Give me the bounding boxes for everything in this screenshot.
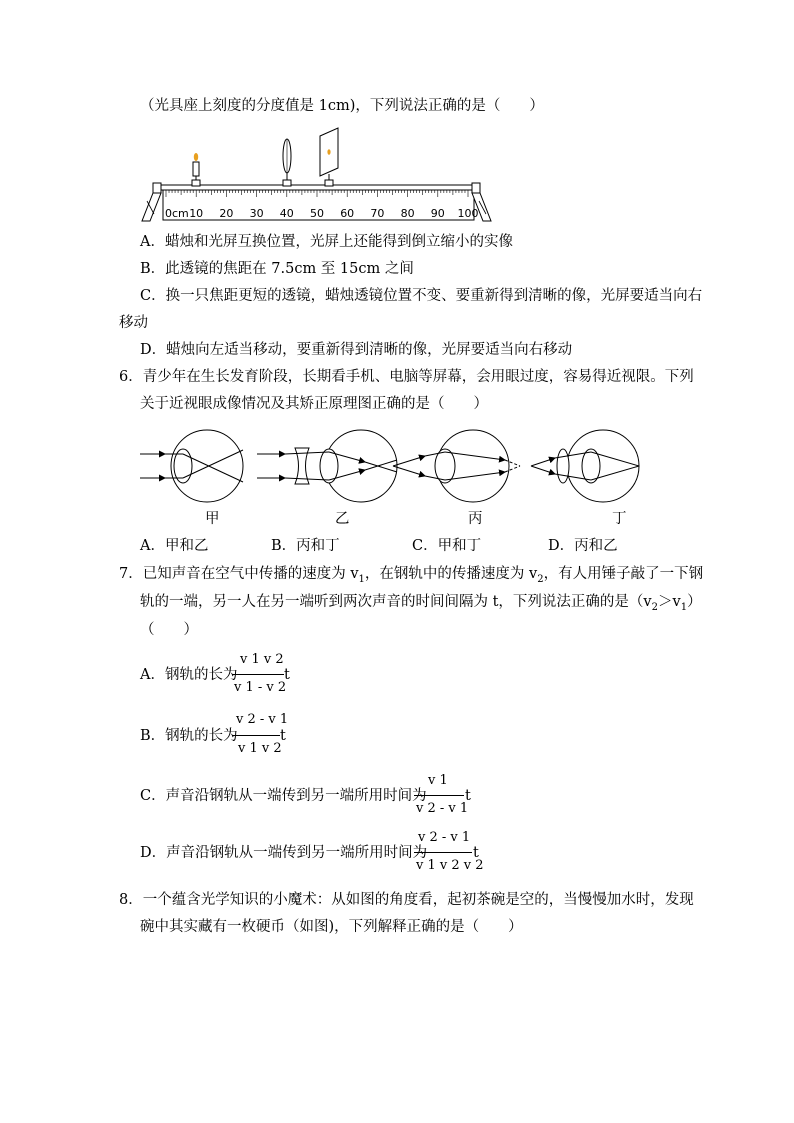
q7-text: ） — [687, 594, 702, 610]
q7-c-numerator: v 1 — [428, 773, 448, 788]
fig-label-jia: 甲 — [205, 511, 220, 527]
q5-option-c[interactable]: C．换一只焦距更短的透镜，蜡烛透镜位置不变、要重新得到清晰的像，光屏要适当向右 — [140, 288, 703, 304]
q8-stem-line1: 8．一个蕴含光学知识的小魔术：从如图的角度看，起初茶碗是空的，当慢慢加水时，发现 — [119, 892, 694, 908]
q7-b-numerator: v 2 - v 1 — [236, 712, 289, 727]
q6-stem-line2: 关于近视眼成像情况及其矫正原理图正确的是（ ） — [140, 396, 488, 412]
q7-b-denominator: v 1 v 2 — [238, 741, 282, 756]
ruler-label: 100 — [457, 207, 479, 220]
q7-option-d[interactable]: D．声音沿钢轨从一端传到另一端所用时间为 — [140, 845, 428, 861]
q7-b-t: t — [280, 728, 286, 744]
ruler-label: 20 — [219, 207, 234, 220]
optical-bench-diagram — [138, 126, 498, 226]
eye-diagram-jia — [140, 430, 243, 502]
q6-option-c[interactable]: C．甲和丁 — [412, 538, 482, 554]
ruler-label: 10 — [189, 207, 204, 220]
convex-lens — [283, 139, 291, 186]
fraction-bar — [232, 674, 284, 675]
q5-option-d[interactable]: D．蜡烛向左适当移动，要重新得到清晰的像，光屏要适当向右移动 — [140, 342, 573, 358]
q7-c-t: t — [465, 788, 471, 804]
ruler-label: 30 — [249, 207, 264, 220]
q5-option-c-cont: 移动 — [119, 315, 148, 331]
q5-option-a[interactable]: A．蜡烛和光屏互换位置，光屏上还能得到倒立缩小的实像 — [140, 234, 513, 250]
ruler-label: 60 — [340, 207, 355, 220]
q7-text: 7．已知声音在空气中传播的速度为 v — [119, 566, 359, 582]
fraction-bar — [232, 735, 280, 736]
q7-a-numerator: v 1 v 2 — [240, 652, 284, 667]
fraction-bar — [414, 852, 472, 853]
ruler-label: 40 — [279, 207, 294, 220]
subscript: 1 — [680, 601, 688, 613]
q7-d-t: t — [473, 845, 479, 861]
candle — [192, 153, 200, 186]
q7-option-c[interactable]: C．声音沿钢轨从一端传到另一端所用时间为 — [140, 788, 427, 804]
q8-stem-line2: 碗中其实藏有一枚硬币（如图)，下列解释正确的是（ ） — [140, 919, 523, 935]
left-stand — [142, 183, 161, 221]
q7-option-b[interactable]: B．钢轨的长为 — [140, 728, 238, 744]
q7-stem-line1 — [119, 564, 703, 590]
ruler-label: 70 — [370, 207, 385, 220]
q6-option-d[interactable]: D．丙和乙 — [548, 538, 618, 554]
q7-text: 轨的一端，另一人在另一端听到两次声音的时间间隔为 t，下列说法正确的是（v — [140, 594, 652, 610]
q5-stem: （光具座上刻度的分度值是 1cm)，下列说法正确的是（ ） — [140, 98, 544, 114]
q7-option-a[interactable]: A．钢轨的长为 — [140, 667, 238, 683]
q7-stem-line3: （ ） — [140, 622, 198, 638]
q7-text: ，在钢轨中的传播速度为 v — [364, 566, 538, 582]
subscript: 1 — [358, 573, 365, 585]
eye-diagram-bing — [393, 430, 520, 502]
ruler-label: 0cm — [165, 207, 189, 220]
q6-option-b[interactable]: B．丙和丁 — [271, 538, 340, 554]
fraction-bar — [414, 795, 464, 796]
eye-diagram-yi — [257, 430, 397, 502]
q7-text: ，有人用锤子敲了一下钢 — [543, 566, 704, 582]
q7-a-t: t — [284, 667, 290, 683]
light-screen — [320, 128, 338, 186]
q5-option-b[interactable]: B．此透镜的焦距在 7.5cm 至 15cm 之间 — [140, 261, 414, 277]
q6-stem-line1: 6．青少年在生长发育阶段，长期看手机、电脑等屏幕，会用眼过度，容易得近视限。下列 — [119, 369, 694, 385]
ruler-label: 80 — [400, 207, 415, 220]
eye-diagram-ding — [531, 430, 639, 502]
fig-label-yi: 乙 — [335, 511, 350, 527]
ruler-label: 50 — [310, 207, 324, 220]
q7-text: ＞v — [658, 594, 681, 610]
fig-label-ding: 丁 — [612, 511, 627, 527]
q7-stem-line2 — [140, 592, 702, 618]
q7-a-denominator: v 1 - v 2 — [234, 680, 287, 695]
subscript: 2 — [651, 601, 658, 613]
q7-c-denominator: v 2 - v 1 — [416, 801, 469, 816]
eye-diagrams — [135, 424, 655, 514]
ruler-label: 90 — [430, 207, 445, 220]
subscript: 2 — [537, 573, 544, 585]
fig-label-bing: 丙 — [468, 511, 483, 527]
q7-d-denominator: v 1 v 2 v 2 — [416, 858, 484, 873]
q7-d-numerator: v 2 - v 1 — [418, 830, 471, 845]
q6-option-a[interactable]: A．甲和乙 — [140, 538, 209, 554]
